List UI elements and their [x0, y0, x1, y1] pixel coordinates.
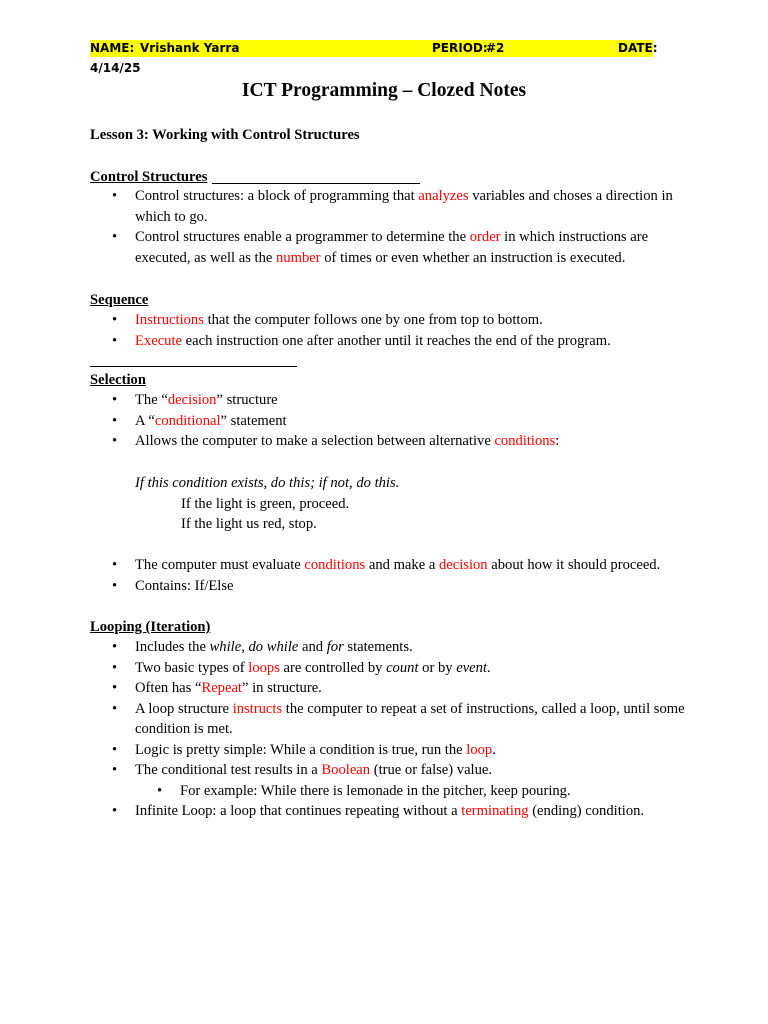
text: :	[555, 433, 560, 449]
bullet: •	[112, 392, 118, 408]
text: that the computer follows one by one from top to bottom.	[203, 312, 543, 328]
text: .	[487, 659, 491, 676]
bullet: •	[112, 802, 118, 819]
list-item	[90, 186, 690, 227]
list-item	[90, 740, 690, 761]
list-item	[90, 760, 690, 801]
text: of times or even whether an instruction is executed.	[320, 249, 626, 266]
text: while, do while	[209, 639, 299, 655]
bullet: •	[112, 312, 118, 328]
bullet: •	[112, 639, 118, 655]
selection-example-green: If the light is green, proceed.	[181, 496, 350, 512]
looping-list	[90, 637, 690, 821]
text: ” statement	[220, 412, 287, 429]
list-item	[90, 331, 690, 352]
text: A “	[135, 412, 155, 429]
text: statements.	[343, 639, 413, 655]
text: If this condition exists, do this; if not, do this.	[135, 475, 400, 491]
text: count	[386, 659, 419, 676]
fill-in-answer: conditions	[304, 557, 366, 573]
text: Includes the	[135, 639, 210, 655]
fill-in-answer: number	[276, 249, 321, 266]
fill-in-answer: Execute	[135, 332, 182, 349]
bullet: •	[112, 188, 118, 204]
text: Infinite Loop: a loop that continues repeating without a	[135, 802, 462, 819]
text: The “	[135, 392, 168, 408]
bullet: •	[112, 332, 118, 349]
list-item	[90, 658, 690, 679]
section-divider-rule	[90, 366, 297, 367]
control-structures-heading: Control Structures	[90, 169, 208, 185]
list-item	[90, 310, 690, 331]
date-value: 4/14/25	[90, 61, 141, 75]
bullet: •	[157, 782, 163, 799]
fill-in-answer: Boolean	[321, 762, 371, 778]
lesson-heading: Lesson 3: Working with Control Structures	[90, 127, 360, 143]
text: Often has “	[135, 680, 202, 696]
bullet: •	[112, 680, 118, 696]
text: ” structure	[216, 392, 278, 408]
bullet: •	[112, 412, 118, 429]
bullet: •	[112, 577, 118, 594]
bullet: •	[112, 433, 118, 449]
fill-in-answer: Instructions	[135, 312, 204, 328]
text: Contains: If/Else	[135, 577, 234, 594]
selection-example-red: If the light us red, stop.	[181, 516, 317, 532]
text: or by	[418, 659, 457, 676]
text: variables and choses a direction in which to go.	[135, 188, 673, 225]
period-value: #2	[486, 41, 505, 55]
text: Allows the computer to make a selection between alternative	[135, 433, 495, 449]
list-item	[90, 678, 690, 699]
text: each instruction one after another until it reaches the end of the program.	[182, 332, 611, 349]
list-item	[90, 411, 690, 432]
selection-list	[90, 390, 690, 452]
selection-example-rule	[135, 473, 399, 493]
text: for	[326, 639, 344, 655]
control-structures-list	[90, 186, 690, 268]
sequence-heading: Sequence	[90, 292, 149, 308]
fill-in-answer: terminating	[461, 802, 529, 819]
fill-in-answer: decision	[438, 557, 488, 573]
fill-in-answer: Repeat	[201, 680, 242, 696]
text: and make a	[365, 557, 439, 573]
text: Control structures: a block of programming that	[135, 188, 419, 204]
list-item	[90, 227, 690, 268]
text: event	[456, 659, 488, 676]
fill-in-answer: loops	[248, 659, 280, 676]
fill-in-answer: order	[469, 229, 501, 245]
text: the computer to repeat a set of instructions, called a loop, until some condition is met.	[135, 700, 685, 737]
bullet: •	[112, 229, 118, 245]
text: For example: While there is lemonade in the pitcher, keep pouring.	[180, 782, 571, 799]
text: Logic is pretty simple: While a condition is true, run the	[135, 741, 467, 758]
looping-heading: Looping (Iteration)	[90, 619, 211, 635]
selection-list-continued	[90, 555, 690, 596]
sub-list-item	[135, 781, 690, 801]
text: are controlled by	[279, 659, 387, 676]
bullet: •	[112, 762, 118, 778]
text: about how it should proceed.	[487, 557, 661, 573]
text: The computer must evaluate	[135, 557, 305, 573]
student-info-bar	[90, 40, 658, 57]
page-title: ICT Programming – Clozed Notes	[241, 80, 527, 101]
fill-in-answer: decision	[167, 392, 217, 408]
name-value: Vrishank Yarra	[140, 41, 240, 55]
sequence-list	[90, 310, 690, 351]
fill-in-answer: instructs	[232, 700, 283, 717]
fill-in-answer: conditions	[494, 433, 556, 449]
list-item	[90, 637, 690, 658]
text: in which instructions are executed, as well as the	[135, 229, 649, 266]
list-item	[90, 431, 690, 452]
list-item	[90, 699, 690, 740]
list-item	[90, 390, 690, 411]
fill-in-answer: conditional	[154, 412, 221, 429]
text: Two basic types of	[135, 659, 249, 676]
list-item	[90, 555, 690, 576]
heading-underline-rule	[212, 183, 420, 184]
bullet: •	[112, 659, 118, 676]
list-item	[90, 801, 690, 822]
text: ” in structure.	[242, 680, 322, 696]
text: A loop structure	[135, 700, 233, 717]
text: and	[298, 639, 327, 655]
bullet: •	[112, 741, 118, 758]
bullet: •	[112, 557, 118, 573]
text: The conditional test results in a	[135, 762, 322, 778]
bullet: •	[112, 700, 118, 717]
date-label: DATE:	[618, 41, 658, 55]
sub-list	[135, 781, 690, 801]
period-label: PERIOD:	[432, 41, 488, 55]
fill-in-answer: loop	[466, 741, 493, 758]
fill-in-answer: analyzes	[418, 188, 469, 204]
name-label: NAME:	[90, 41, 135, 55]
text: (ending) condition.	[528, 802, 645, 819]
text: (true or false) value.	[370, 762, 493, 778]
text: Control structures enable a programmer to determine the	[135, 229, 470, 245]
selection-heading: Selection	[90, 372, 146, 388]
text: .	[492, 741, 496, 758]
list-item	[90, 576, 690, 597]
